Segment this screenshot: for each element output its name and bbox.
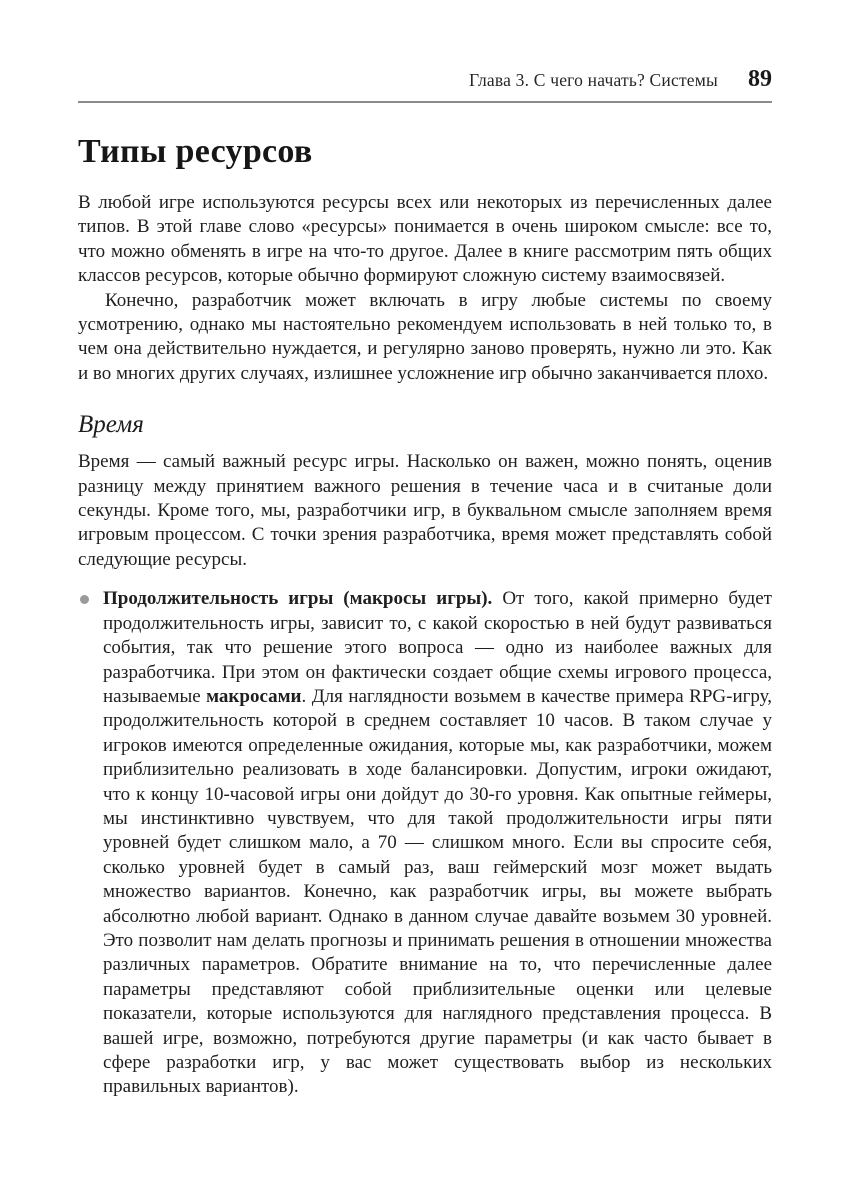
paragraph-time: Время — самый важный ресурс игры. Насколько он важен, можно понять, оценив разницу между принятием важного решения в течение часа и в считаные доли секунды. Кроме того, мы, разработчики игр, в буквальном смысле заполняем время игровым процессом. С точки зрения разработчика, время может представлять собой следующие ресурсы. — [78, 451, 772, 570]
bullet-list — [78, 587, 772, 1100]
list-item-text: Продолжительность игры (макросы игры). От того, какой примерно будет продолжительность игры, зависит то, с какой скоростью в ней будут развиваться события, так что решение этого вопроса — одно из наиболее важных для разработчика. При этом он фактически создает общие схемы игрового процесса, называемые макросами. Для наглядности возьмем в качестве примера RPG-игру, продолжительность которой в среднем составляет 10 часов. В таком случае у игроков имеются определенные ожидания, которые мы, как разработчики, можем приблизительно реализовать в ходе балансировки. Допустим, игроки ожидают, что к концу 10-часовой игры они дойдут до 30-го уровня. Как опытные геймеры, мы инстинктивно чувствуем, что для такой продолжительности игры пяти уровней будет слишком мало, а 70 — слишком много. Если вы спросите себя, сколько уровней будет в самый раз, ваш геймерский мозг может выдать множество вариантов. Конечно, как разработчик игры, вы можете выбрать абсолютно любой вариант. Однако в данном случае давайте возьмем 30 уровней. Это позволит нам делать прогнозы и принимать решения в отношении множества различных параметров. Обратите внимание на то, что перечисленные далее параметры представляют собой приблизительные оценки или целевые показатели, которые используются для наглядного представления процесса. В вашей игре, возможно, потребуются другие параметры (и как часто бывает в сфере разработки игр, у вас может существовать выбор из нескольких правильных вариантов). — [103, 588, 772, 1098]
page-header — [78, 66, 772, 93]
list-item-game-duration — [78, 587, 772, 1100]
running-head-title: Глава 3. С чего начать? Системы — [468, 70, 718, 90]
paragraph-advice: Конечно, разработчик может включать в игру любые системы по своему усмотрению, однако мы настоятельно рекомендуем использовать в ней только то, в чем она действительно нуждается, и регулярно заново проверять, нужно ли это. Как и во многих других случаях, излишнее усложнение игр обычно заканчивается плохо. — [78, 289, 772, 384]
header-rule-divider — [78, 101, 772, 103]
subsection-heading-time: Время — [78, 411, 144, 439]
page-number: 89 — [748, 66, 772, 92]
chapter-section-title: Типы ресурсов — [78, 133, 313, 170]
bullet-icon — [80, 595, 89, 604]
paragraph-intro: В любой игре используются ресурсы всех или некоторых из перечисленных далее типов. В этой главе слово «ресурсы» понимается в очень широком смысле: все то, что можно обменять в игре на что-то другое. Далее в книге рассмотрим пять общих классов ресурсов, которые обычно формируют сложную систему взаимосвязей. — [78, 192, 772, 287]
